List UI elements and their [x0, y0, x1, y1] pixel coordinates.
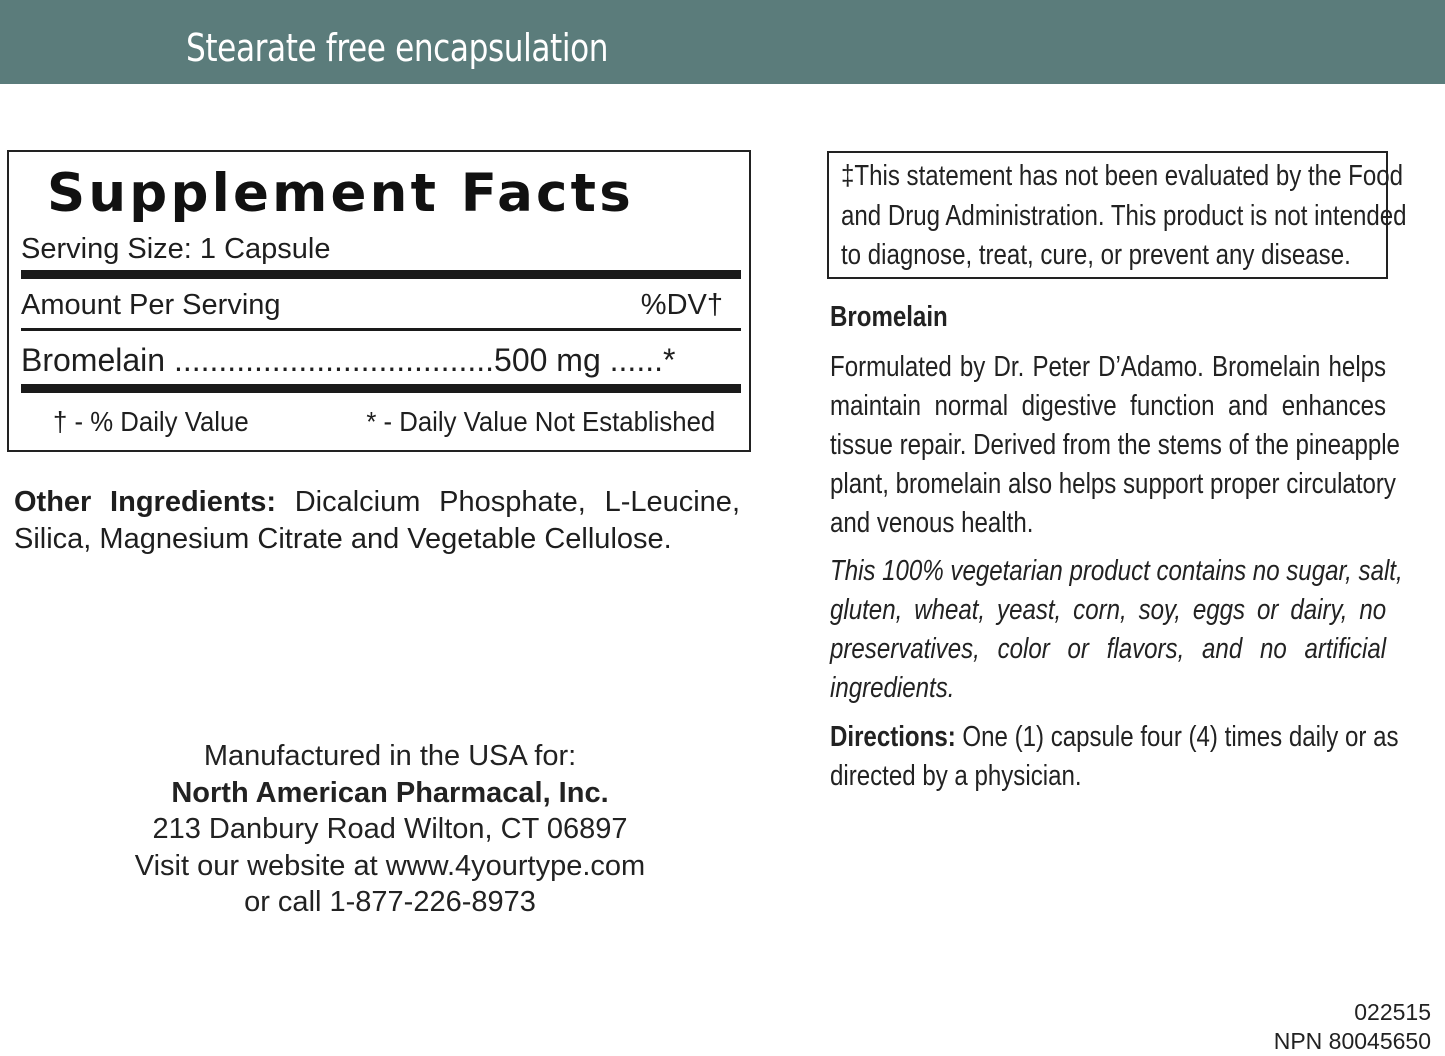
directions-text: One (1) capsule four (4) times daily or as	[955, 721, 1399, 753]
supplement-facts-panel	[7, 150, 751, 452]
disclaimer-line: ‡This statement has not been evaluated by the Food	[841, 160, 1404, 192]
header-banner	[0, 0, 1445, 84]
thick-divider	[21, 384, 741, 393]
directions-label: Directions:	[830, 721, 956, 753]
disclaimer-line: and Drug Administration. This product is not intended	[841, 199, 1407, 232]
thick-divider	[21, 270, 741, 279]
other-ingredients-label: Other Ingredients:	[14, 486, 277, 518]
manufactured-for: Manufactured in the USA for:	[203, 740, 577, 772]
lot-code: 022515	[1354, 999, 1431, 1025]
serving-size: Serving Size: 1 Capsule	[21, 233, 331, 265]
thin-divider	[21, 328, 741, 331]
vegetarian-line: ingredients.	[830, 672, 955, 704]
vegetarian-line: preservatives, color or flavors, and no artificial	[830, 633, 1387, 665]
company-website: Visit our website at www.4yourtype.com	[134, 849, 646, 882]
other-ingredients-text: Dicalcium Phosphate, L-Leucine, Silica, Magnesium Citrate and Vegetable Cellulose.	[14, 486, 740, 555]
disclaimer-line: to diagnose, treat, cure, or prevent any disease.	[841, 239, 1351, 271]
company-name: North American Pharmacal, Inc.	[171, 776, 609, 809]
description-line: maintain normal digestive function and enhances	[830, 390, 1387, 422]
description-line: plant, bromelain also helps support proper circulatory	[830, 468, 1396, 500]
other-ingredients	[14, 484, 740, 558]
fda-disclaimer-box	[827, 151, 1407, 279]
fda-disclaimer-text	[841, 157, 1407, 276]
footnote-not-established: * - Daily Value Not Established	[366, 406, 715, 437]
manufacturer-info	[90, 738, 690, 921]
footnote-daily-value: † - % Daily Value	[53, 406, 249, 437]
company-phone: or call 1-877-226-8973	[244, 886, 536, 918]
vegetarian-line: gluten, wheat, yeast, corn, soy, eggs or dairy, no	[830, 594, 1387, 626]
banner-title: Stearate free encapsulation	[186, 26, 609, 70]
vegetarian-statement	[830, 552, 1403, 708]
product-description	[830, 348, 1400, 543]
company-address: 213 Danbury Road Wilton, CT 06897	[152, 813, 628, 845]
supplement-facts-title: Supplement Facts	[47, 163, 634, 224]
ingredient-row-bromelain: Bromelain ....................................500 mg ......*	[21, 342, 676, 378]
product-name: Bromelain	[830, 301, 948, 333]
description-line: tissue repair. Derived from the stems of the pineapple	[830, 429, 1400, 461]
directions-line	[830, 718, 1399, 757]
directions-line: directed by a physician.	[830, 760, 1082, 792]
npn-code: NPN 80045650	[1273, 1028, 1431, 1054]
description-line: Formulated by Dr. Peter D’Adamo. Bromelain helps	[830, 351, 1387, 383]
directions	[830, 718, 1399, 796]
amount-per-serving-label: Amount Per Serving	[21, 289, 281, 321]
dv-header: %DV†	[640, 289, 723, 321]
description-line: and venous health.	[830, 507, 1034, 539]
vegetarian-line: This 100% vegetarian product contains no sugar, salt,	[830, 555, 1403, 587]
product-codes	[1274, 998, 1431, 1056]
